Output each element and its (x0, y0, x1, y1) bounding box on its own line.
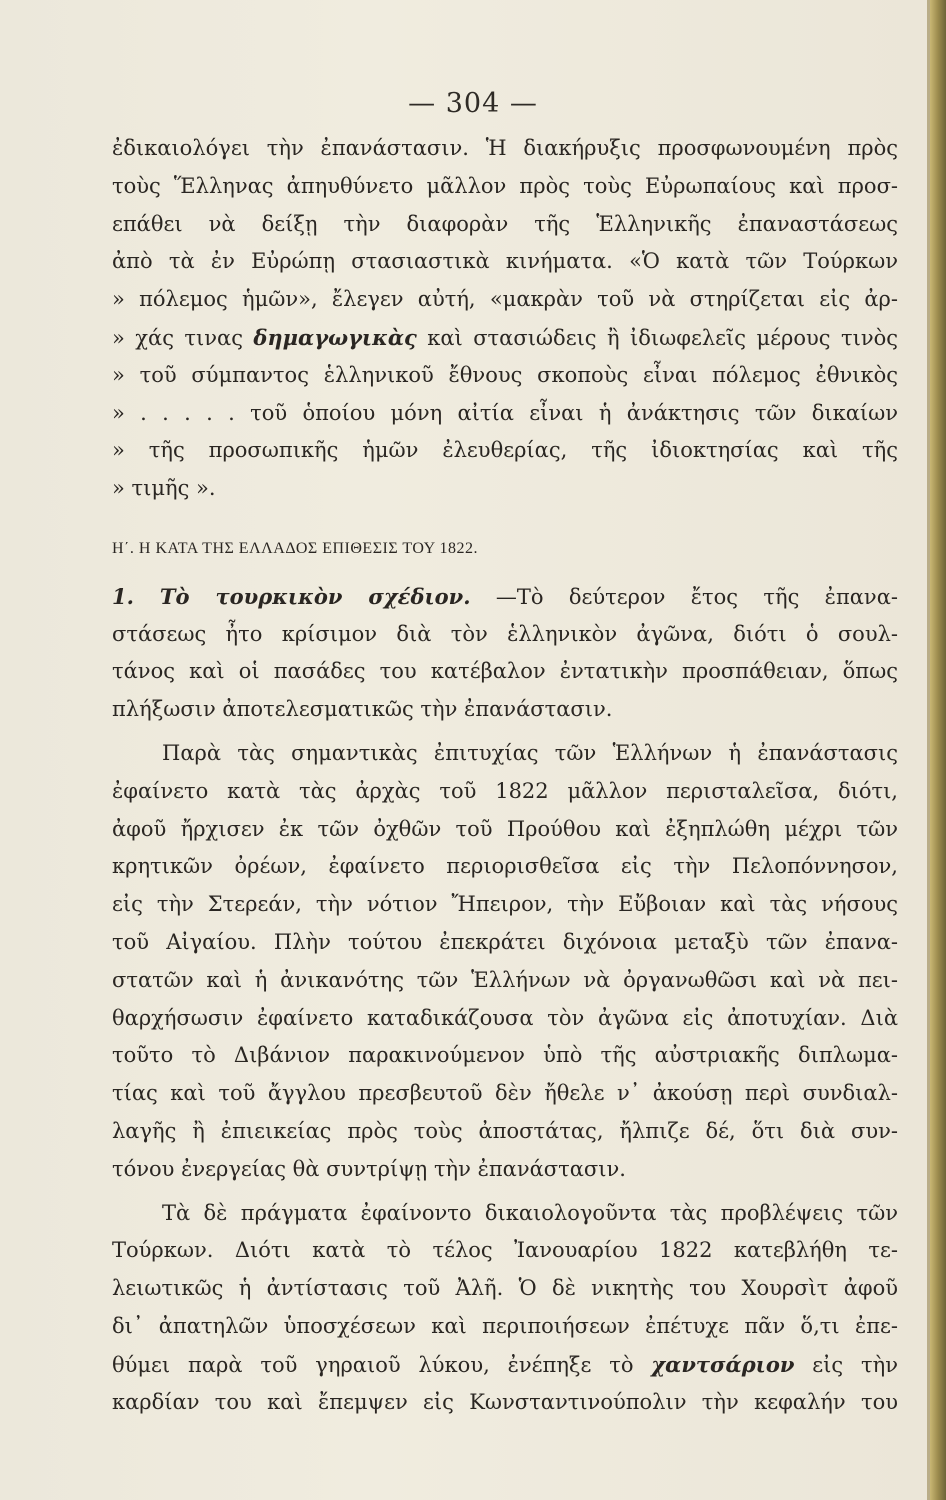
body-text (112, 130, 898, 1421)
text-line: τοὺς Ἕλληνας ἀπηυθύνετο μᾶλλον πρὸς τοὺς Εὐρωπαίους καὶ προσ- (112, 173, 898, 198)
page-edge (930, 0, 946, 1500)
paragraph-first-line: Παρὰ τὰς σημαντικὰς ἐπιτυχίας τῶν Ἑλλήνων ἡ ἐπανάστασις (162, 740, 898, 765)
text-run: θύμει παρὰ τοῦ γηραιοῦ λύκου, ἐνέπηξε τὸ (112, 1352, 652, 1377)
text-line: ἐδικαιολόγει τὴν ἐπανάστασιν. Ἡ διακήρυξις προσφωνουμένη πρὸς (112, 136, 898, 160)
text-line: Τούρκων. Διότι κατὰ τὸ τέλος Ἰανουαρίου 1822 κατεβλήθη τε- (112, 1238, 898, 1263)
text-line: καρδίαν του καὶ ἔπεμψεν εἰς Κωνσταντινούπολιν τὴν κεφαλήν του (112, 1389, 898, 1414)
paragraph-first-line: Τὰ δὲ πράγματα ἐφαίνοντο δικαιολογοῦντα τὰς προβλέψεις τῶν (162, 1200, 898, 1225)
text-line: λειωτικῶς ἡ ἀντίστασις τοῦ Ἀλῆ. Ὁ δὲ νικητὴς του Χουρσὶτ ἀφοῦ (112, 1276, 898, 1301)
text-run: εἰς τὴν (794, 1352, 898, 1377)
text-line: τόνου ἐνεργείας θὰ συντρίψῃ τὴν ἐπανάστασιν. (112, 1156, 626, 1181)
text-line: τοῦτο τὸ Διβάνιον παρακινούμενον ὑπὸ τῆς αὐστριακῆς διπλωμα- (112, 1043, 898, 1068)
text-line: » τοῦ σύμπαντος ἑλληνικοῦ ἔθνους σκοποὺς εἶναι πόλεμος ἐθνικὸς (112, 362, 898, 387)
text-line: δι᾽ ἀπατηλῶν ὑποσχέσεων καὶ περιποιήσεων ἐπέτυχε πᾶν ὅ,τι ἐπε- (112, 1313, 898, 1338)
text-line: » τῆς προσωπικῆς ἡμῶν ἐλευθερίας, τῆς ἰδιοκτησίας καὶ τῆς (112, 438, 898, 463)
subsection-line (112, 578, 898, 616)
text-line: επάθει νὰ δείξῃ τὴν διαφορὰν τῆς Ἑλληνικῆς ἐπαναστάσεως (112, 211, 898, 236)
text-line: » τιμῆς ». (112, 476, 216, 501)
text-line: ἐφαίνετο κατὰ τὰς ἀρχὰς τοῦ 1822 μᾶλλον περισταλεῖσα, διότι, (112, 778, 898, 803)
text-line: » πόλεμος ἡμῶν», ἔλεγεν αὐτή, «μακρὰν τοῦ νὰ στηρίζεται εἰς ἀρ- (112, 287, 898, 312)
text-line: τοῦ Αἰγαίου. Πλὴν τούτου ἐπεκράτει διχόνοια μεταξὺ τῶν ἐπανα- (112, 929, 898, 954)
text-line: εἰς τὴν Στερεάν, τὴν νότιον Ἤπειρον, τὴν Εὔβοιαν καὶ τὰς νήσους (112, 892, 898, 917)
emphasized-word: χαντσάριον (651, 1351, 795, 1377)
text-line: ἀφοῦ ἤρχισεν ἐκ τῶν ὀχθῶν τοῦ Προύθου καὶ ἐξηπλώθη μέχρι τῶν (112, 816, 898, 841)
text-line: πλήξωσιν ἀποτελεσματικῶς τὴν ἐπανάστασιν. (112, 697, 613, 722)
emphasized-word: δημαγωγικὰς (253, 324, 417, 350)
text-line: κρητικῶν ὀρέων, ἐφαίνετο περιορισθεῖσα εἰς τὴν Πελοπόννησον, (112, 854, 898, 879)
subsection-title: 1. Τὸ τουρκικὸν σχέδιον. (112, 583, 471, 609)
text-run: καὶ στασιώδεις ἢ ἰδιωφελεῖς μέρους τινὸς (416, 325, 898, 350)
text-run: —Τὸ δεύτερον ἔτος τῆς ἐπανα- (470, 584, 898, 609)
text-line: » . . . . . τοῦ ὁποίου μόνη αἰτία εἶναι ἡ ἀνάκτησις τῶν δικαίων (112, 400, 898, 425)
text-line: τάνος καὶ οἱ πασάδες του κατέβαλον ἐντατικὴν προσπάθειαν, ὅπως (112, 659, 898, 684)
text-line: τίας καὶ τοῦ ἄγγλου πρεσβευτοῦ δὲν ἤθελε ν᾽ ἀκούσῃ περὶ συνδιαλ- (112, 1081, 898, 1106)
text-line: ἀπὸ τὰ ἐν Εὐρώπῃ στασιαστικὰ κινήματα. «Ὁ κατὰ τῶν Τούρκων (112, 249, 898, 274)
text-line: στατῶν καὶ ἡ ἀνικανότης τῶν Ἑλλήνων νὰ ὀργανωθῶσι καὶ νὰ πει- (112, 967, 898, 992)
page-number: — 304 — (408, 88, 538, 119)
section-heading: Η΄. Η ΚΑΤΑ ΤΗΣ ΕΛΛΑΔΟΣ ΕΠΙΘΕΣΙΣ ΤΟΥ 1822. (112, 539, 479, 557)
text-line: στάσεως ἦτο κρίσιμον διὰ τὸν ἑλληνικὸν ἀγῶνα, διότι ὁ σουλ- (112, 621, 898, 646)
text-line (112, 1346, 898, 1384)
text-line: λαγῆς ἢ ἐπιεικείας πρὸς τοὺς ἀποστάτας, ἤλπιζε δέ, ὅτι διὰ συν- (112, 1118, 898, 1143)
text-line: θαρχήσωσιν ἐφαίνετο καταδικάζουσα τὸν ἀγῶνα εἰς ἀποτυχίαν. Διὰ (112, 1005, 898, 1030)
text-line (112, 319, 898, 357)
text-run: » χάς τινας (112, 325, 254, 350)
